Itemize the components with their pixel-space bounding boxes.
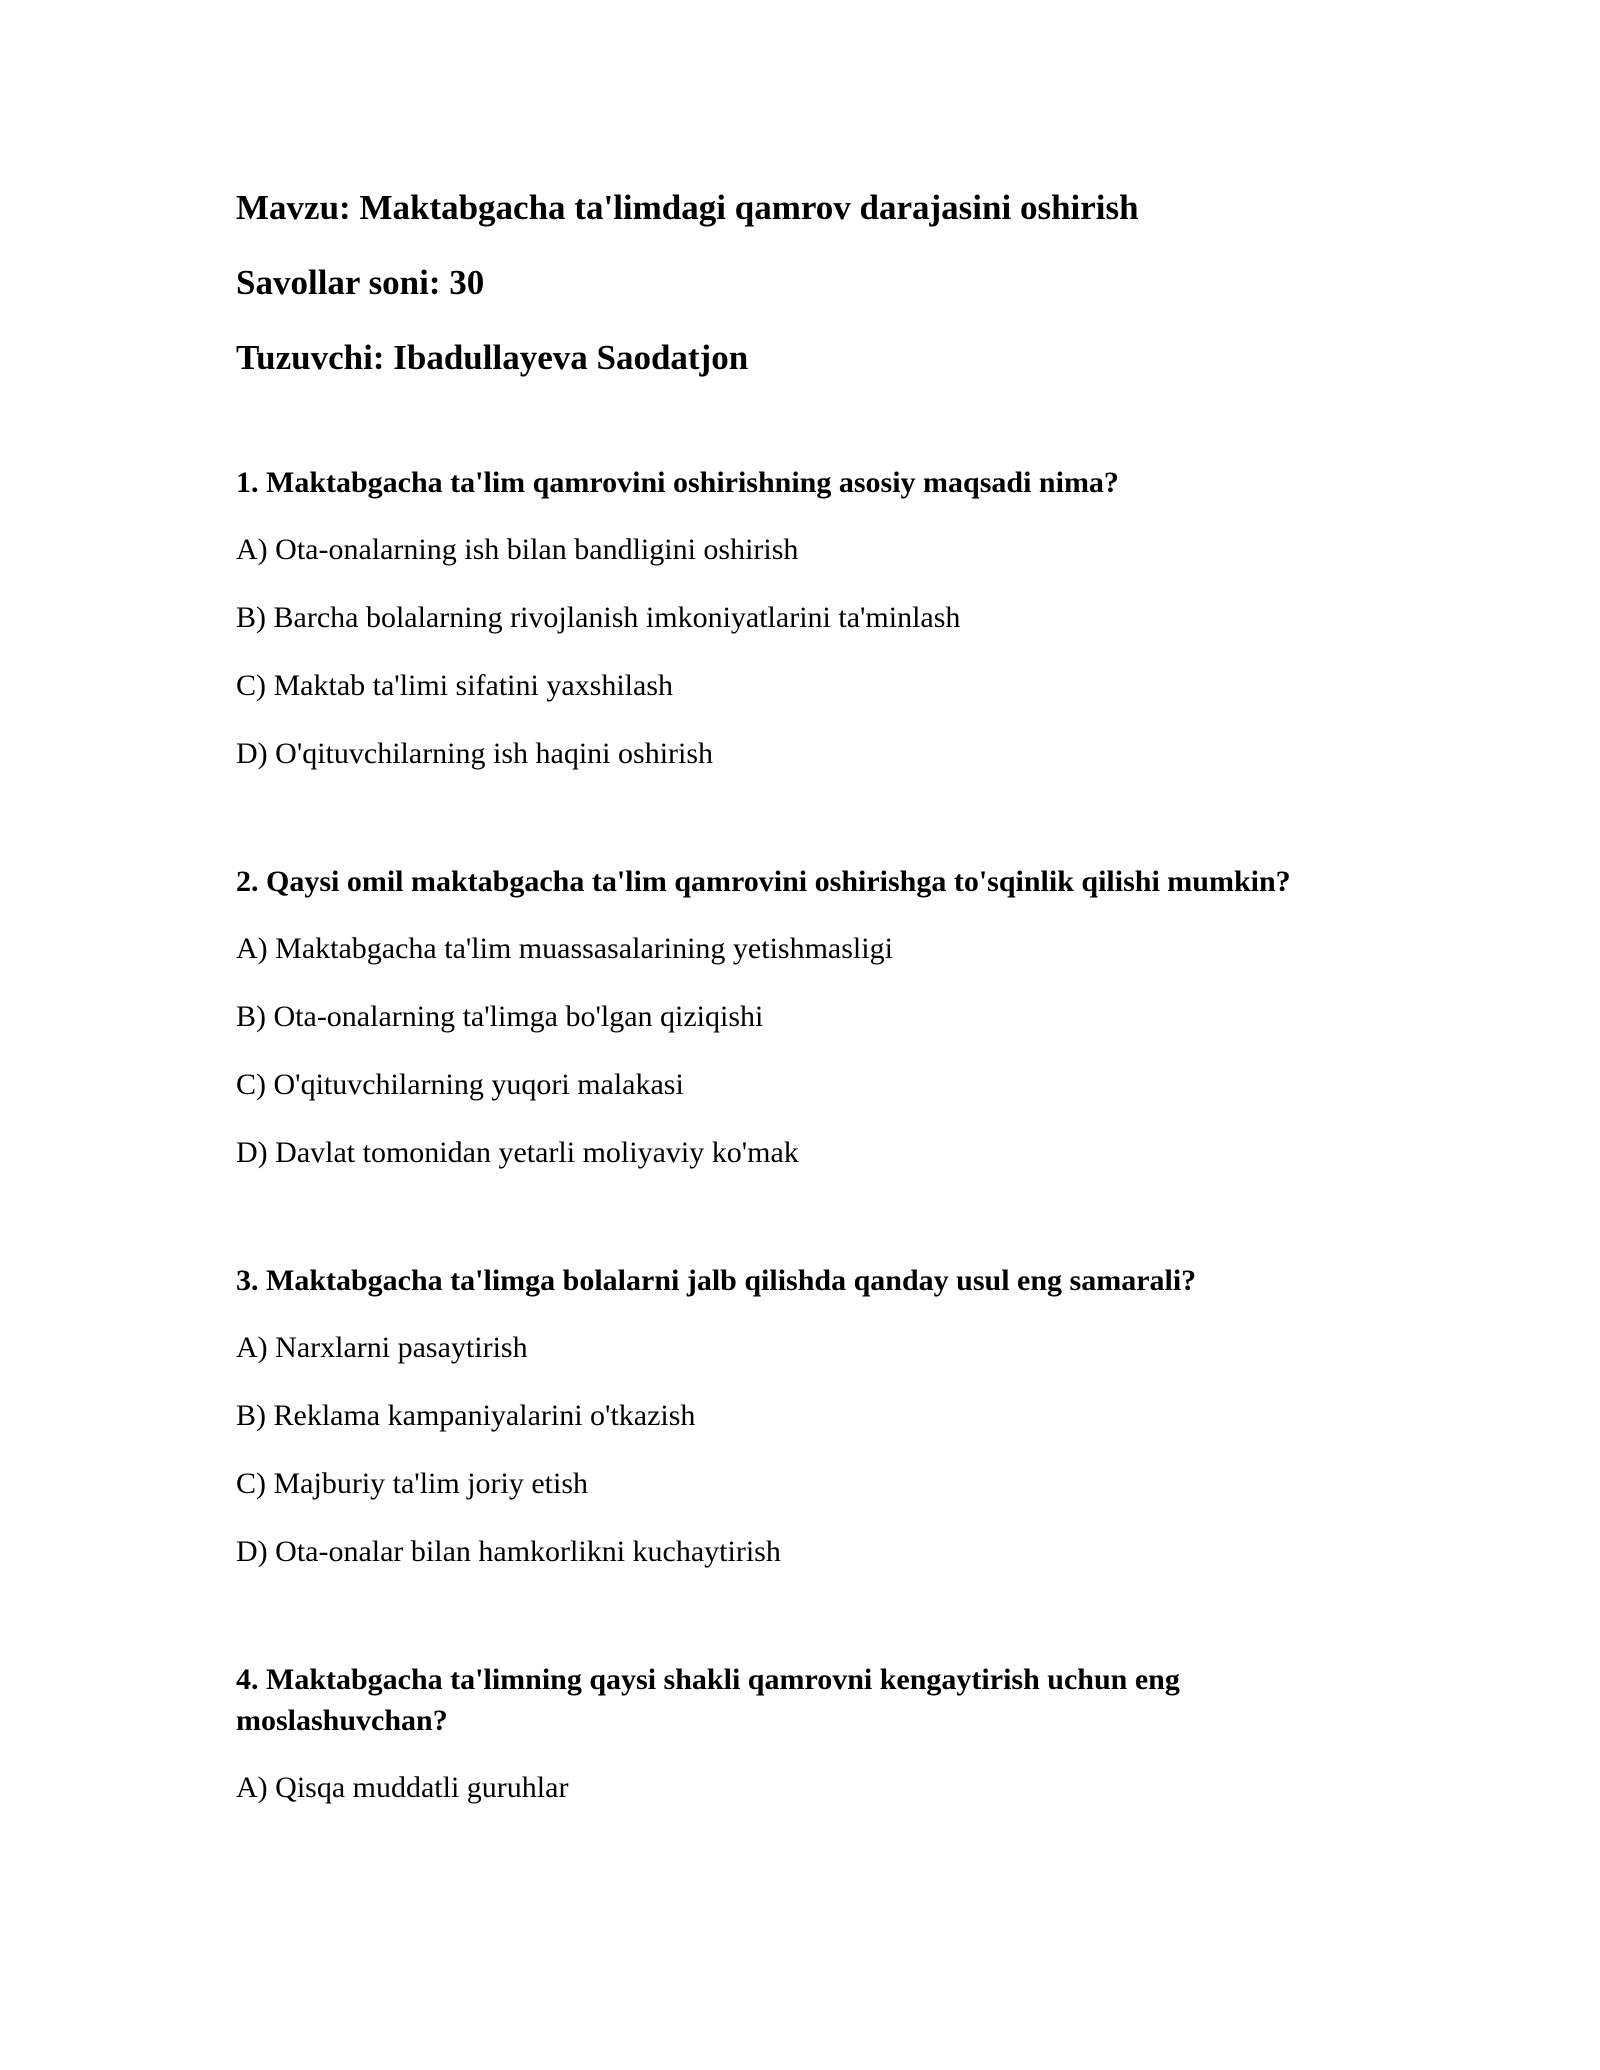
- author-line: Tuzuvchi: Ibadullayeva Saodatjon: [236, 338, 749, 377]
- question-3: [236, 1260, 1366, 1572]
- answer-option-a: A) Qisqa muddatli guruhlar: [236, 1771, 569, 1804]
- answer-option-b: B) Barcha bolalarning rivojlanish imkoniyatlarini ta'minlash: [236, 601, 961, 634]
- question-text: 2. Qaysi omil maktabgacha ta'lim qamrovini oshirishga to'sqinlik qilishi mumkin?: [236, 865, 1291, 898]
- topic-line: Mavzu: Maktabgacha ta'limdagi qamrov darajasini oshirish: [236, 188, 1139, 227]
- answer-option-b: B) Reklama kampaniyalarini o'tkazish: [236, 1399, 696, 1432]
- question-text: 4. Maktabgacha ta'limning qaysi shakli qamrovni kengaytirish uchun eng moslashuvchan?: [236, 1663, 1180, 1737]
- answer-option-c: C) O'qituvchilarning yuqori malakasi: [236, 1068, 684, 1101]
- question-count-line: Savollar soni: 30: [236, 263, 485, 302]
- question-4: [236, 1659, 1366, 1808]
- question-text: 1. Maktabgacha ta'lim qamrovini oshirishning asosiy maqsadi nima?: [236, 466, 1119, 499]
- answer-option-d: D) Davlat tomonidan yetarli moliyaviy ko'mak: [236, 1136, 799, 1169]
- answer-option-b: B) Ota-onalarning ta'limga bo'lgan qiziqishi: [236, 1000, 764, 1033]
- answer-option-a: A) Maktabgacha ta'lim muassasalarining yetishmasligi: [236, 932, 893, 965]
- answer-option-d: D) Ota-onalar bilan hamkorlikni kuchaytirish: [236, 1535, 781, 1568]
- document-content: [236, 185, 1366, 1895]
- answer-option-c: C) Maktab ta'limi sifatini yaxshilash: [236, 669, 674, 702]
- answer-option-d: D) O'qituvchilarning ish haqini oshirish: [236, 737, 714, 770]
- question-list: [236, 462, 1366, 1808]
- answer-option-c: C) Majburiy ta'lim joriy etish: [236, 1467, 589, 1500]
- question-2: [236, 861, 1366, 1173]
- question-text: 3. Maktabgacha ta'limga bolalarni jalb qilishda qanday usul eng samarali?: [236, 1264, 1197, 1297]
- question-1: [236, 462, 1366, 774]
- answer-option-a: A) Narxlarni pasaytirish: [236, 1331, 528, 1364]
- test-header: [236, 185, 1366, 380]
- answer-option-a: A) Ota-onalarning ish bilan bandligini oshirish: [236, 533, 799, 566]
